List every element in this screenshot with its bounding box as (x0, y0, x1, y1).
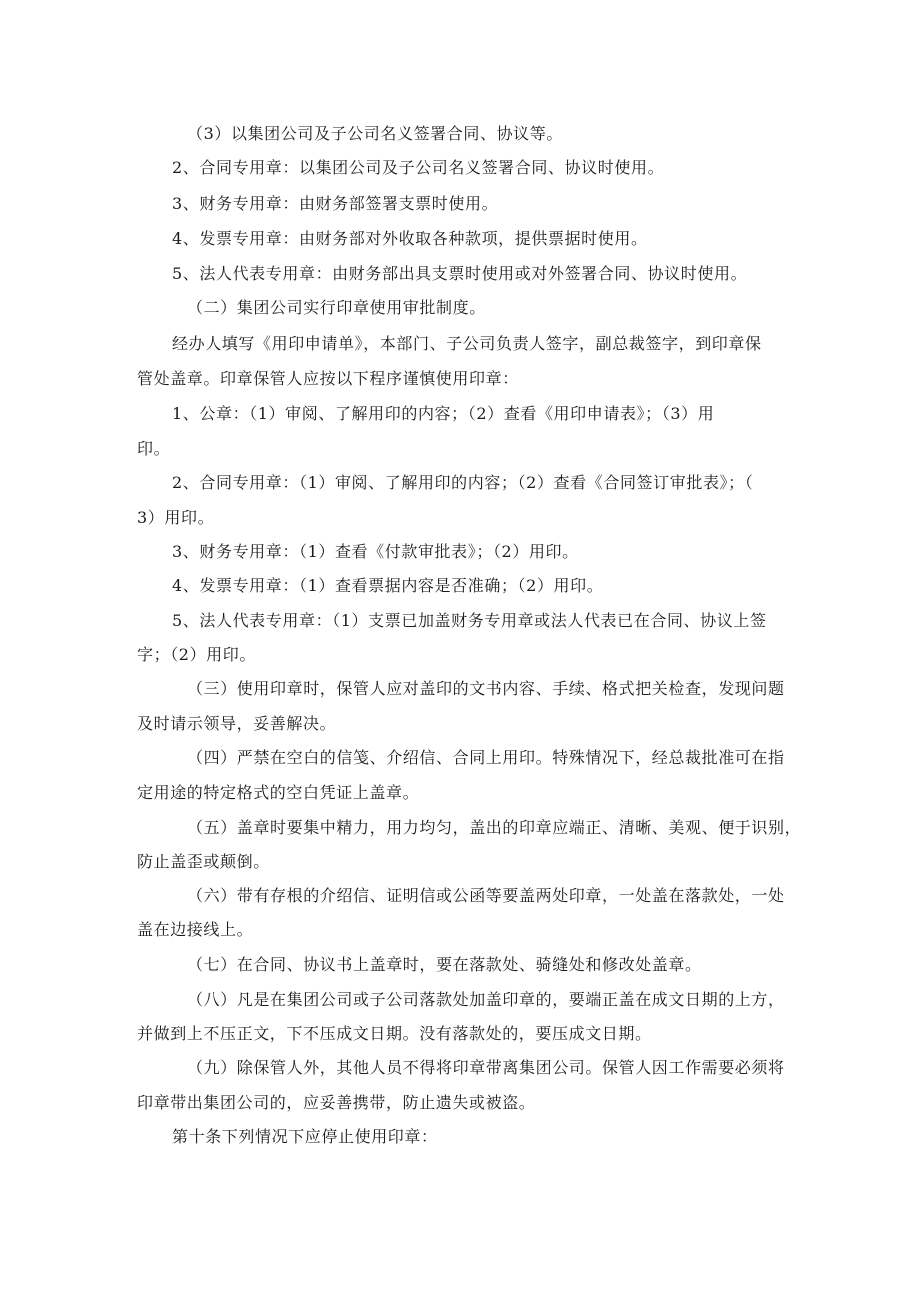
text-line: 定用途的特定格式的空白凭证上盖章。 (137, 783, 420, 802)
text-line: 1、公章：（1）审阅、了解用印的内容；（2）查看《用印申请表》；（3）用 (172, 404, 715, 423)
text-line: 4、发票专用章：由财务部对外收取各种款项，提供票据时使用。 (172, 229, 648, 248)
text-line: 印。 (137, 439, 171, 458)
text-line: （八）凡是在集团公司或子公司落款处加盖印章的，要端正盖在成文日期的上方， (187, 990, 785, 1009)
text-line: 并做到上不压正文，下不压成文日期。没有落款处的，要压成文日期。 (137, 1024, 652, 1043)
text-line: 盖在边接线上。 (137, 920, 254, 939)
text-line: （二）集团公司实行印章使用审批制度。 (187, 298, 486, 317)
text-line: 2、合同专用章：以集团公司及子公司名义签署合同、协议时使用。 (172, 158, 665, 177)
text-line: 防止盖歪或颠倒。 (137, 852, 270, 871)
text-line: 3、财务专用章：（1）查看《付款审批表》；（2）用印。 (172, 542, 579, 561)
text-line: 字；（2）用印。 (137, 645, 256, 664)
text-line: （七）在合同、协议书上盖章时，要在落款处、骑缝处和修改处盖章。 (187, 955, 702, 974)
text-line: （九）除保管人外，其他人员不得将印章带离集团公司。保管人因工作需要必须将 (187, 1058, 785, 1077)
text-line: 3、财务专用章：由财务部签署支票时使用。 (172, 194, 499, 213)
text-line: （四）严禁在空白的信笺、介绍信、合同上用印。特殊情况下，经总裁批准可在指 (187, 748, 785, 767)
text-line: （三）使用印章时，保管人应对盖印的文书内容、手续、格式把关检查，发现问题 (187, 679, 785, 698)
text-line: 3）用印。 (137, 508, 215, 527)
text-line: （五）盖章时要集中精力，用力均匀，盖出的印章应端正、清晰、美观、便于识别， (187, 818, 802, 837)
text-line: 2、合同专用章：（1）审阅、了解用印的内容；（2）查看《合同签订审批表》；（ (172, 473, 754, 492)
text-line: 经办人填写《用印申请单》，本部门、子公司负责人签字，副总裁签字，到印章保 (172, 334, 762, 353)
text-line: 及时请示领导，妥善解决。 (137, 714, 337, 733)
text-line: 管处盖章。印章保管人应按以下程序谨慎使用印章： (137, 369, 519, 388)
text-line: 印章带出集团公司的，应妥善携带，防止遗失或被盗。 (137, 1093, 536, 1112)
text-line: 5、法人代表专用章：由财务部出具支票时使用或对外签署合同、协议时使用。 (172, 264, 748, 283)
text-line: 第十条下列情况下应停止使用印章： (172, 1127, 438, 1146)
text-line: （3）以集团公司及子公司名义签署合同、协议等。 (187, 124, 563, 143)
text-line: 5、法人代表专用章：（1）支票已加盖财务专用章或法人代表已在合同、协议上签 (172, 611, 767, 630)
text-line: 4、发票专用章：（1）查看票据内容是否准确；（2）用印。 (172, 576, 604, 595)
text-line: （六）带有存根的介绍信、证明信或公函等要盖两处印章，一处盖在落款处，一处 (187, 886, 785, 905)
